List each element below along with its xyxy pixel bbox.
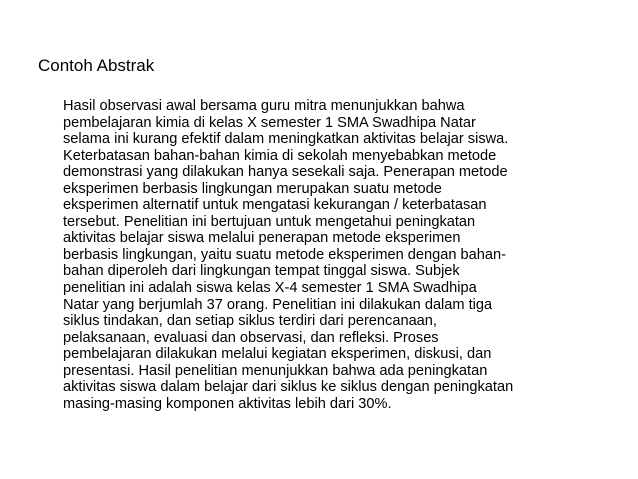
abstract-line-3: selama ini kurang efektif dalam meningkatkan aktivitas belajar siswa. — [63, 131, 509, 148]
abstract-line-15: pelaksanaan, evaluasi dan observasi, dan refleksi. Proses — [63, 329, 439, 346]
abstract-line-19: masing-masing komponen aktivitas lebih dari 30%. — [63, 395, 392, 412]
abstract-line-2: pembelajaran kimia di kelas X semester 1 SMA Swadhipa Natar — [63, 114, 476, 131]
abstract-line-11: bahan diperoleh dari lingkungan tempat tinggal siswa. Subjek — [63, 263, 460, 280]
abstract-line-17: presentasi. Hasil penelitian menunjukkan bahwa ada peningkatan — [63, 362, 488, 379]
abstract-line-4: Keterbatasan bahan-bahan kimia di sekolah menyebabkan metode — [63, 147, 497, 164]
abstract-line-5: demonstrasi yang dilakukan hanya sesekali saja. Penerapan metode — [63, 164, 508, 181]
abstract-line-6: eksperimen berbasis lingkungan merupakan suatu metode — [63, 180, 442, 197]
abstract-line-14: siklus tindakan, dan setiap siklus terdiri dari perencanaan, — [63, 313, 437, 330]
abstract-line-12: penelitian ini adalah siswa kelas X-4 semester 1 SMA Swadhipa — [63, 280, 477, 297]
abstract-body — [63, 98, 633, 412]
abstract-line-13: Natar yang berjumlah 37 orang. Penelitian ini dilakukan dalam tiga — [63, 296, 493, 313]
abstract-line-8: tersebut. Penelitian ini bertujuan untuk mengetahui peningkatan — [63, 213, 476, 230]
abstract-line-10: berbasis lingkungan, yaitu suatu metode eksperimen dengan bahan- — [63, 246, 506, 263]
abstract-line-1: Hasil observasi awal bersama guru mitra menunjukkan bahwa — [63, 98, 465, 114]
abstract-line-9: aktivitas belajar siswa melalui penerapan metode eksperimen — [63, 230, 461, 247]
abstract-line-7: eksperimen alternatif untuk mengatasi kekurangan / keterbatasan — [63, 197, 487, 214]
abstract-line-16: pembelajaran dilakukan melalui kegiatan eksperimen, diskusi, dan — [63, 346, 492, 363]
slide-title: Contoh Abstrak — [38, 56, 155, 75]
abstract-line-18: aktivitas siswa dalam belajar dari siklus ke siklus dengan peningkatan — [63, 379, 514, 396]
